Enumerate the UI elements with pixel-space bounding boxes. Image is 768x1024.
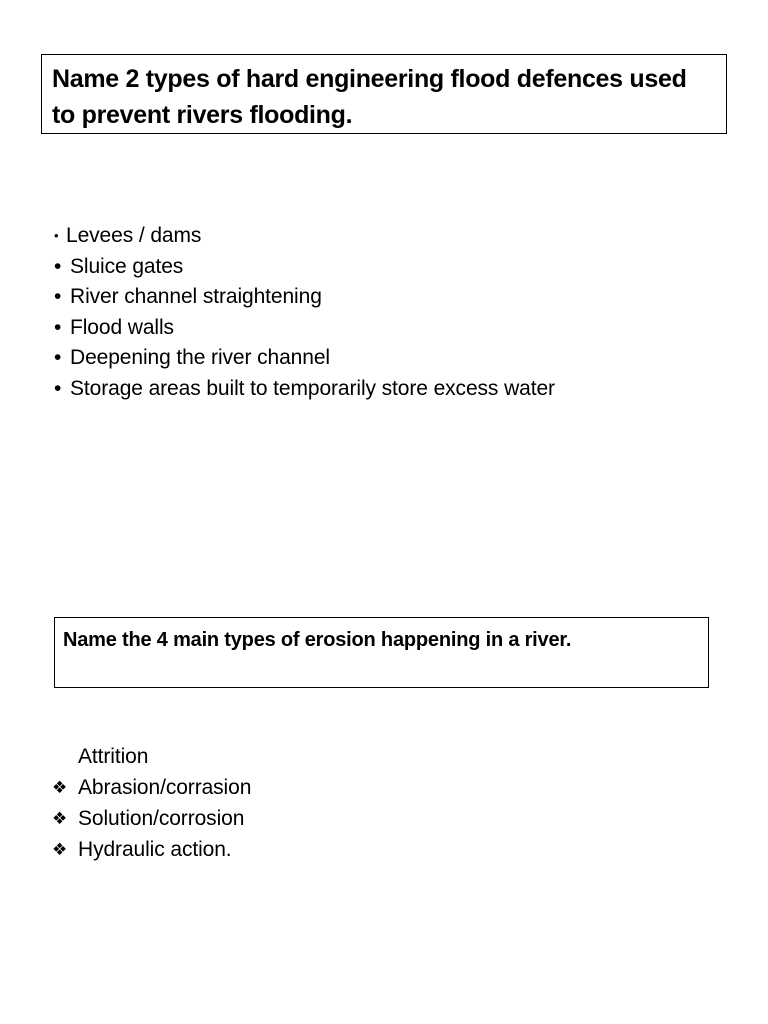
list-item-text: Attrition [78,745,149,768]
list-item [54,221,754,252]
list-item-text: Solution/corrosion [78,807,245,830]
list-item [54,343,754,374]
list-item-text: Levees / dams [66,224,202,247]
list-item-text: Deepening the river channel [70,346,330,370]
question-1-text: Name 2 types of hard engineering flood defences used to prevent rivers flooding. [52,65,687,129]
flood-defences-answer-list [54,221,754,405]
list-item [54,313,754,344]
diamond-bullet-icon: ❖ [52,809,68,828]
bullet-icon: • [54,228,59,243]
list-item-text: Sluice gates [70,254,184,278]
list-item [54,252,754,283]
list-item [54,374,754,405]
list-item [52,772,652,803]
list-item-text: River channel straightening [70,285,322,309]
erosion-types-answer-list [52,741,652,865]
list-item-text: Hydraulic action. [78,838,232,861]
list-item [52,803,652,834]
question-2-box [54,617,709,688]
list-item [54,282,754,313]
diamond-bullet-icon: ❖ [52,778,68,797]
bullet-icon: • [54,254,62,278]
diamond-bullet-icon: ❖ [52,840,68,859]
question-1-box [41,54,727,134]
list-item-text: Abrasion/corrasion [78,776,252,799]
bullet-icon: • [54,315,62,339]
bullet-icon: • [54,285,62,309]
list-item-text: Storage areas built to temporarily store excess water [70,376,555,400]
list-item [52,741,652,772]
bullet-icon: • [54,376,62,400]
list-item [52,834,652,865]
bullet-icon: • [54,346,62,370]
question-2-text: Name the 4 main types of erosion happening in a river. [63,629,572,651]
list-item-text: Flood walls [70,315,174,339]
